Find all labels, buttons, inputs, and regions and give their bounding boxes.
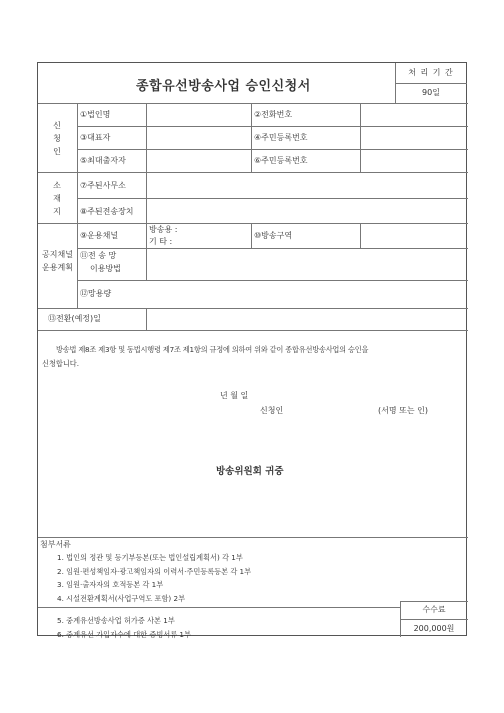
sign-or-seal-label: (서명 또는 인) [378, 406, 428, 415]
phone-label: ②전화번호 [254, 110, 293, 119]
attachment-item-6: 6. 중계유선 가입자수에 대한 증빙서류 1부 [57, 630, 191, 639]
resident-no-2-field[interactable] [361, 150, 467, 171]
location-group-label-1: 소 [53, 181, 61, 190]
representative-field[interactable] [147, 127, 250, 148]
applicant-group-label-1: 신 [53, 121, 61, 130]
largest-investor-label: ⑤최대출자자 [80, 156, 126, 165]
main-office-label: ⑦주된사무소 [80, 181, 126, 190]
corp-name-field[interactable] [147, 104, 250, 125]
addressee: 방송위원회 귀중 [216, 466, 284, 477]
attachment-item-3: 3. 임원·출자자의 호적등본 각 1부 [57, 580, 164, 589]
phone-field[interactable] [361, 104, 467, 125]
statement-line-1: 방송법 제8조 제3항 및 동법시행령 제7조 제1항의 규정에 의하여 위와 같이 종합유선방송사업의 승인을 [56, 345, 369, 354]
main-transmission-field[interactable] [147, 199, 467, 222]
representative-label: ③대표자 [80, 133, 111, 142]
main-office-field[interactable] [147, 173, 467, 197]
location-group-label-2: 재 [53, 194, 61, 203]
conversion-date-label: ⑬전환(예정)일 [48, 314, 101, 323]
applicant-signature-field[interactable] [292, 403, 372, 417]
attachment-item-1: 1. 법인의 정관 및 등기부등본(또는 법인설립계획서) 각 1부 [57, 553, 243, 562]
broadcast-area-label: ⑩방송구역 [254, 231, 293, 240]
main-transmission-label: ⑧주된전송장치 [80, 207, 134, 216]
processing-period-value: 90일 [422, 88, 440, 97]
corp-name-label: ①법인명 [80, 110, 111, 119]
plan-group-label-1: 공지채널 [42, 250, 73, 259]
application-form [37, 62, 467, 639]
fee-amount: 200,000원 [413, 624, 455, 633]
attachment-item-2: 2. 임원·편성책임자·광고책임자의 이력서·주민등록등본 각 1부 [57, 567, 252, 576]
applicant-group-label-2: 청 [53, 134, 61, 143]
form-title: 종합유선방송사업 승인신청서 [136, 79, 311, 94]
location-group-label-3: 지 [53, 207, 61, 216]
channel-ops-label: ⑨운용채널 [80, 231, 119, 240]
other-label: 기 타 : [149, 237, 173, 246]
attachment-item-5: 5. 중계유선방송사업 허가증 사본 1부 [57, 616, 175, 625]
network-method-label-2: 이용방법 [90, 264, 121, 273]
resident-no-1-field[interactable] [361, 127, 467, 148]
plan-group-label-2: 운용계획 [42, 263, 73, 272]
network-method-field[interactable] [147, 249, 467, 279]
resident-no-2-label: ⑥주민등록번호 [254, 156, 308, 165]
broadcast-use-label: 방송용 : [149, 225, 178, 234]
network-method-label-1: ⑪전 송 망 [80, 251, 117, 260]
conversion-date-field[interactable] [147, 309, 467, 329]
applicant-signature-label: 신청인 [260, 406, 284, 415]
attachment-item-4: 4. 시설전환계획서(사업구역도 포함) 2부 [57, 594, 186, 603]
network-capacity-field[interactable] [78, 299, 79, 300]
attachments-heading: 첨부서류 [40, 540, 71, 549]
broadcast-area-field[interactable] [361, 224, 467, 247]
largest-investor-field[interactable] [147, 150, 250, 171]
applicant-group-label-3: 인 [53, 147, 61, 156]
statement-line-2: 신청합니다. [42, 359, 80, 368]
resident-no-1-label: ④주민등록번호 [254, 133, 308, 142]
fee-label: 수수료 [422, 605, 446, 614]
network-capacity-label: ⑫망용량 [80, 289, 112, 298]
date-line: 년 월 일 [220, 391, 249, 400]
processing-period-label: 처 리 기 간 [408, 68, 454, 77]
